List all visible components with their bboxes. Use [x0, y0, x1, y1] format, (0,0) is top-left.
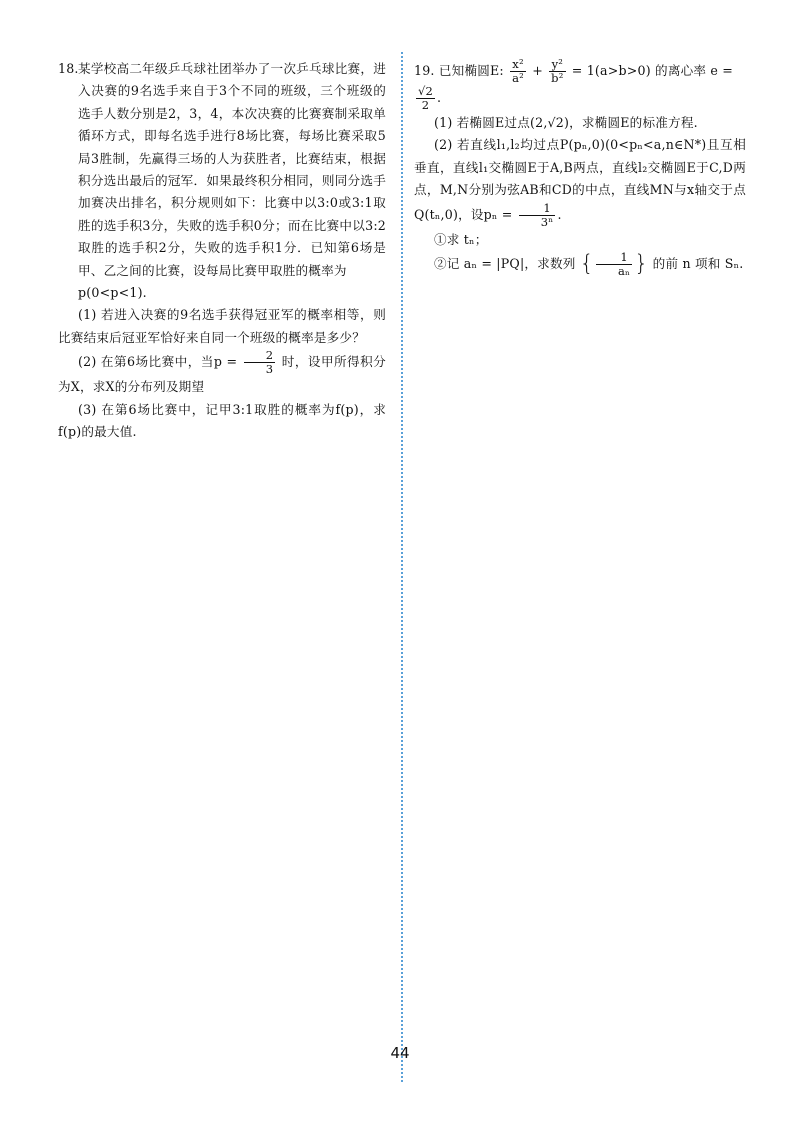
question-19-sub-2: ②记 aₙ = |PQ|，求数列 { $\frac{1}{\text{aₙ}}$ } 的前 n 项和 Sₙ.	[434, 250, 744, 279]
fraction-sqrt2-over-2: $\frac{√2}{2}$	[418, 84, 434, 112]
question-19-part-1: (1) 若椭圆E过点(2,√2)，求椭圆E的标准方程.	[434, 115, 698, 130]
fraction-x2-a2: $\frac{\text{x²}}{\text{a²}}$	[512, 57, 524, 85]
left-brace-icon: {	[579, 251, 594, 277]
fraction-two-thirds: $\frac{2}{3}$	[244, 349, 276, 376]
question-18-part-1: (1) 若进入决赛的9名选手获得冠亚军的概率相等，则比赛结束后冠亚军恰好来自同一个班级的概率是多少？	[58, 307, 386, 345]
question-19-sub-1: ①求 tₙ；	[434, 231, 488, 247]
left-column	[58, 58, 386, 444]
question-19-stem: 19. 已知椭圆E: $\frac{\text{x²}}{\text{a²}}$ + $\frac{\text{y²}}{\text{b²}}$ = 1(a>b>0) 的离心率 e = $\frac{√2}{2}$ .	[414, 57, 734, 112]
question-18-part-3: (3) 在第6场比赛中，记甲3:1取胜的概率为f(p)，求f(p)的最大值.	[58, 401, 386, 440]
fraction-y2-b2: $\frac{\text{y²}}{\text{b²}}$	[551, 57, 564, 85]
question-19-number: 19.	[414, 63, 435, 78]
page-number: 44	[390, 1044, 410, 1062]
question-18-part-2: (2) 在第6场比赛中，当p = $\frac{2}{3}$ 时，设甲所得积分为X，求X的分布列及期望	[58, 348, 386, 395]
right-column	[414, 58, 746, 278]
column-divider	[401, 52, 403, 1082]
fraction-one-over-3n: $\frac{1}{\text{3ⁿ}}$	[519, 202, 556, 229]
question-18-stem: 某学校高二年级乒乓球社团举办了一次乒乓球比赛，进入决赛的9名选手来自于3个不同的班级，三个班级的选手人数分别是2，3，4，本次决赛的比赛赛制采取单循环方式，即每名选手进行8场比赛，每场比赛采取5局3胜制，先赢得三场的人为获胜者，比赛结束，根据积分选出最后的冠军．如果最终积分相同，则同分选手加赛决出排名，积分规则如下：比赛中以3:0或3:1取胜的选手积3分，失败的选手积0分；而在比赛中以3:2取胜的选手积2分，失败的选手积1分．已知第6场是甲、乙之间的比赛，设每局比赛甲取胜的概率为 p(0<p<1).	[78, 61, 386, 301]
question-18	[58, 58, 386, 304]
right-brace-icon: }	[634, 251, 649, 277]
fraction-one-over-an: $\frac{1}{\text{aₙ}}$	[596, 251, 632, 278]
question-18-number: 18.	[58, 61, 79, 76]
question-19-part-2: (2) 若直线l₁,l₂均过点P(pₙ,0)(0<pₙ<a,n∈N*)且互相垂直，直线l₁交椭圆E于A,B两点，直线l₂交椭圆E于C,D两点，M,N分别为弦AB和CD的中点，直线MN与x轴交于点Q(tₙ,0)，设pₙ = $\frac{1}{\text{3ⁿ}}$ .	[414, 137, 746, 229]
